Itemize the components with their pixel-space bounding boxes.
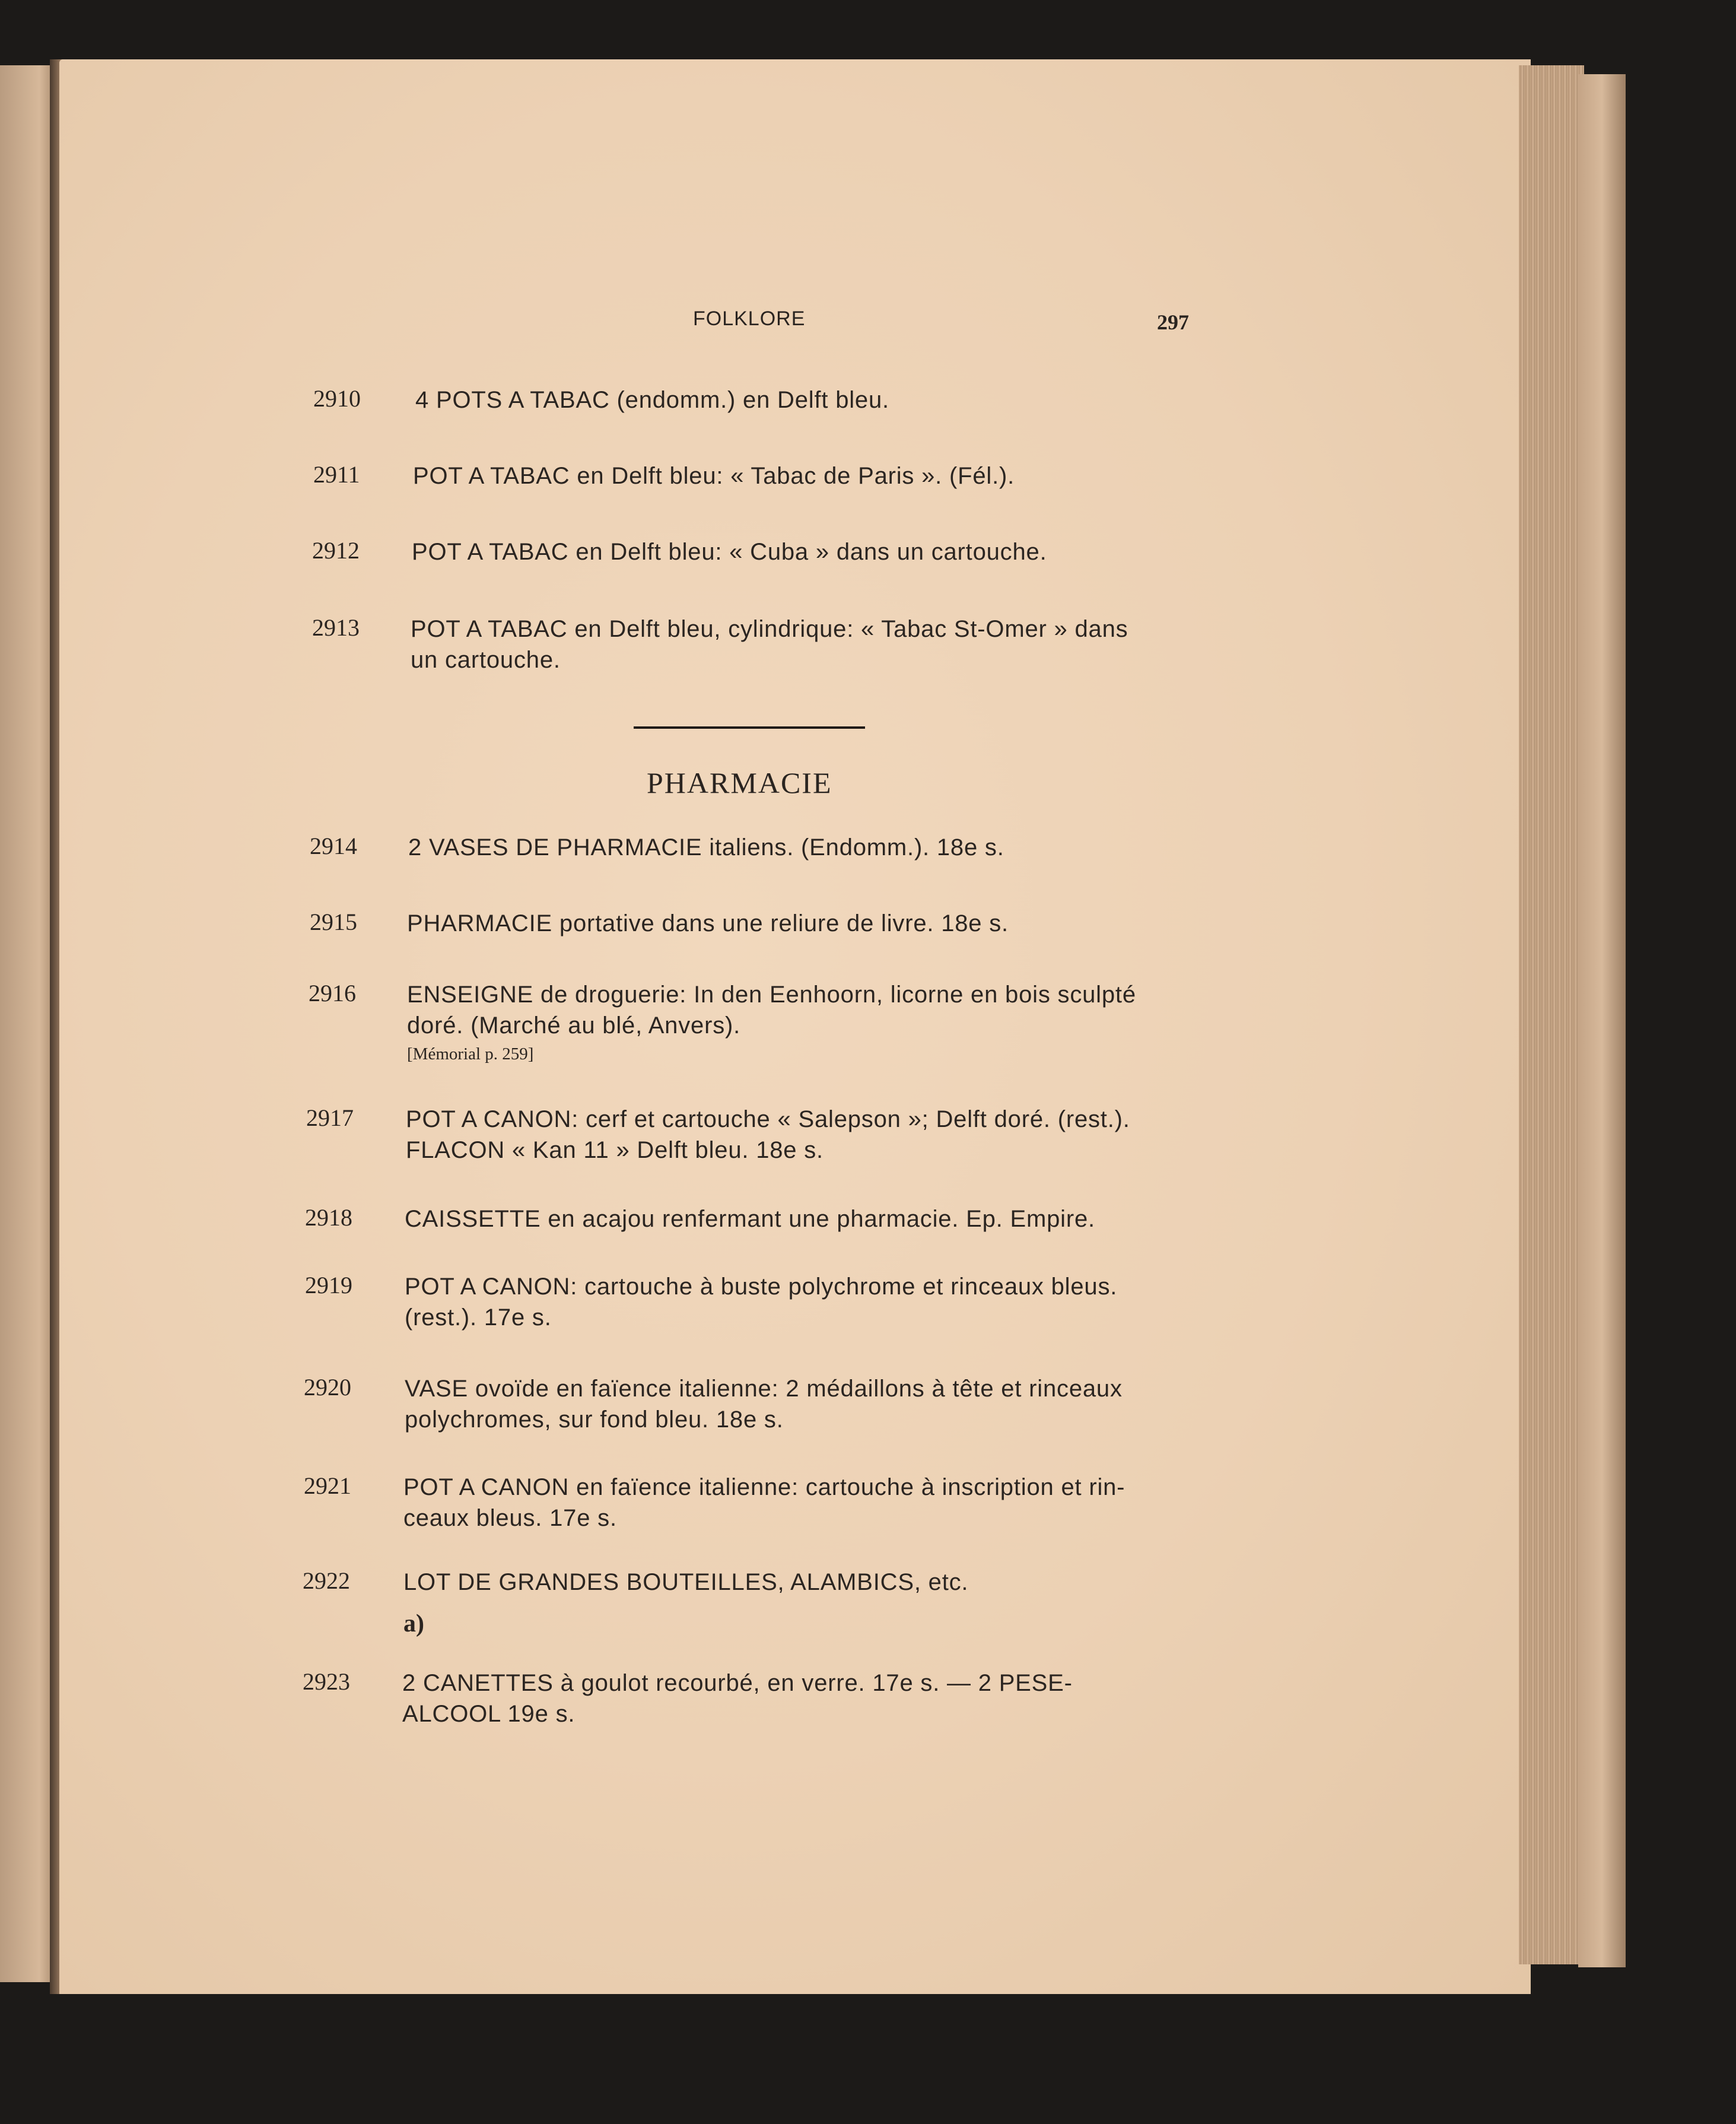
lot-description: POT A TABAC en Delft bleu: « Cuba » dans un cartouche. xyxy=(412,539,1047,565)
lot-description: 2 CANETTES à goulot recourbé, en verre. 17e s. — 2 PESE- ALCOOL 19e s. xyxy=(402,1670,1073,1727)
lot-description: LOT DE GRANDES BOUTEILLES, ALAMBICS, etc. xyxy=(403,1569,969,1595)
lot-number: 2921 xyxy=(304,1472,351,1499)
lot-number: 2914 xyxy=(310,833,357,859)
lot-number: 2913 xyxy=(312,614,360,641)
page-number: 297 xyxy=(1157,310,1189,334)
memorial-reference: [Mémorial p. 259] xyxy=(407,1044,534,1063)
lot-number: 2918 xyxy=(305,1204,352,1231)
lot-number: 2911 xyxy=(313,461,360,488)
cover-edge xyxy=(1578,74,1626,1967)
lot-description: POT A CANON: cartouche à buste polychrome et rinceaux bleus. (rest.). 17e s. xyxy=(405,1274,1118,1331)
lot-description: ENSEIGNE de droguerie: In den Eenhoorn, licorne en bois sculpté doré. (Marché au blé, Anvers). xyxy=(407,982,1136,1039)
lot-description: CAISSETTE en acajou renfermant une pharmacie. Ep. Empire. xyxy=(405,1206,1095,1232)
section-divider xyxy=(634,726,865,729)
lot-description: POT A TABAC en Delft bleu, cylindrique: « Tabac St-Omer » dans un cartouche. xyxy=(411,616,1128,673)
lot-number: 2923 xyxy=(303,1668,350,1695)
lot-number: 2915 xyxy=(310,909,357,935)
lot-number: 2912 xyxy=(312,537,360,564)
lot-number: 2920 xyxy=(304,1374,351,1401)
lot-description: POT A TABAC en Delft bleu: « Tabac de Paris ». (Fél.). xyxy=(413,463,1015,489)
lot-description: 2 VASES DE PHARMACIE italiens. (Endomm.). 18e s. xyxy=(408,834,1004,861)
page-edges xyxy=(1519,65,1584,1964)
lot-number: 2919 xyxy=(305,1272,352,1298)
running-head: FOLKLORE xyxy=(693,307,806,330)
lot-number: 2922 xyxy=(303,1567,350,1594)
lot-description: POT A CANON: cerf et cartouche « Salepson »; Delft doré. (rest.). FLACON « Kan 11 » Delft bleu. 18e s. xyxy=(406,1106,1130,1163)
facing-page-edge xyxy=(0,65,56,1982)
lot-description: 4 POTS A TABAC (endomm.) en Delft bleu. xyxy=(415,387,889,413)
lot-number: 2916 xyxy=(309,980,356,1007)
lot-number: 2917 xyxy=(306,1104,354,1131)
lot-description: PHARMACIE portative dans une reliure de livre. 18e s. xyxy=(407,910,1009,936)
lot-description: POT A CANON en faïence italienne: cartouche à inscription et rin- ceaux bleus. 17e s. xyxy=(403,1474,1125,1531)
lot-description: VASE ovoïde en faïence italienne: 2 médaillons à tête et rinceaux polychromes, sur fond bleu. 18e s. xyxy=(405,1376,1123,1433)
sub-label: a) xyxy=(403,1610,424,1637)
section-title: PHARMACIE xyxy=(647,766,832,799)
lot-number: 2910 xyxy=(313,385,361,412)
